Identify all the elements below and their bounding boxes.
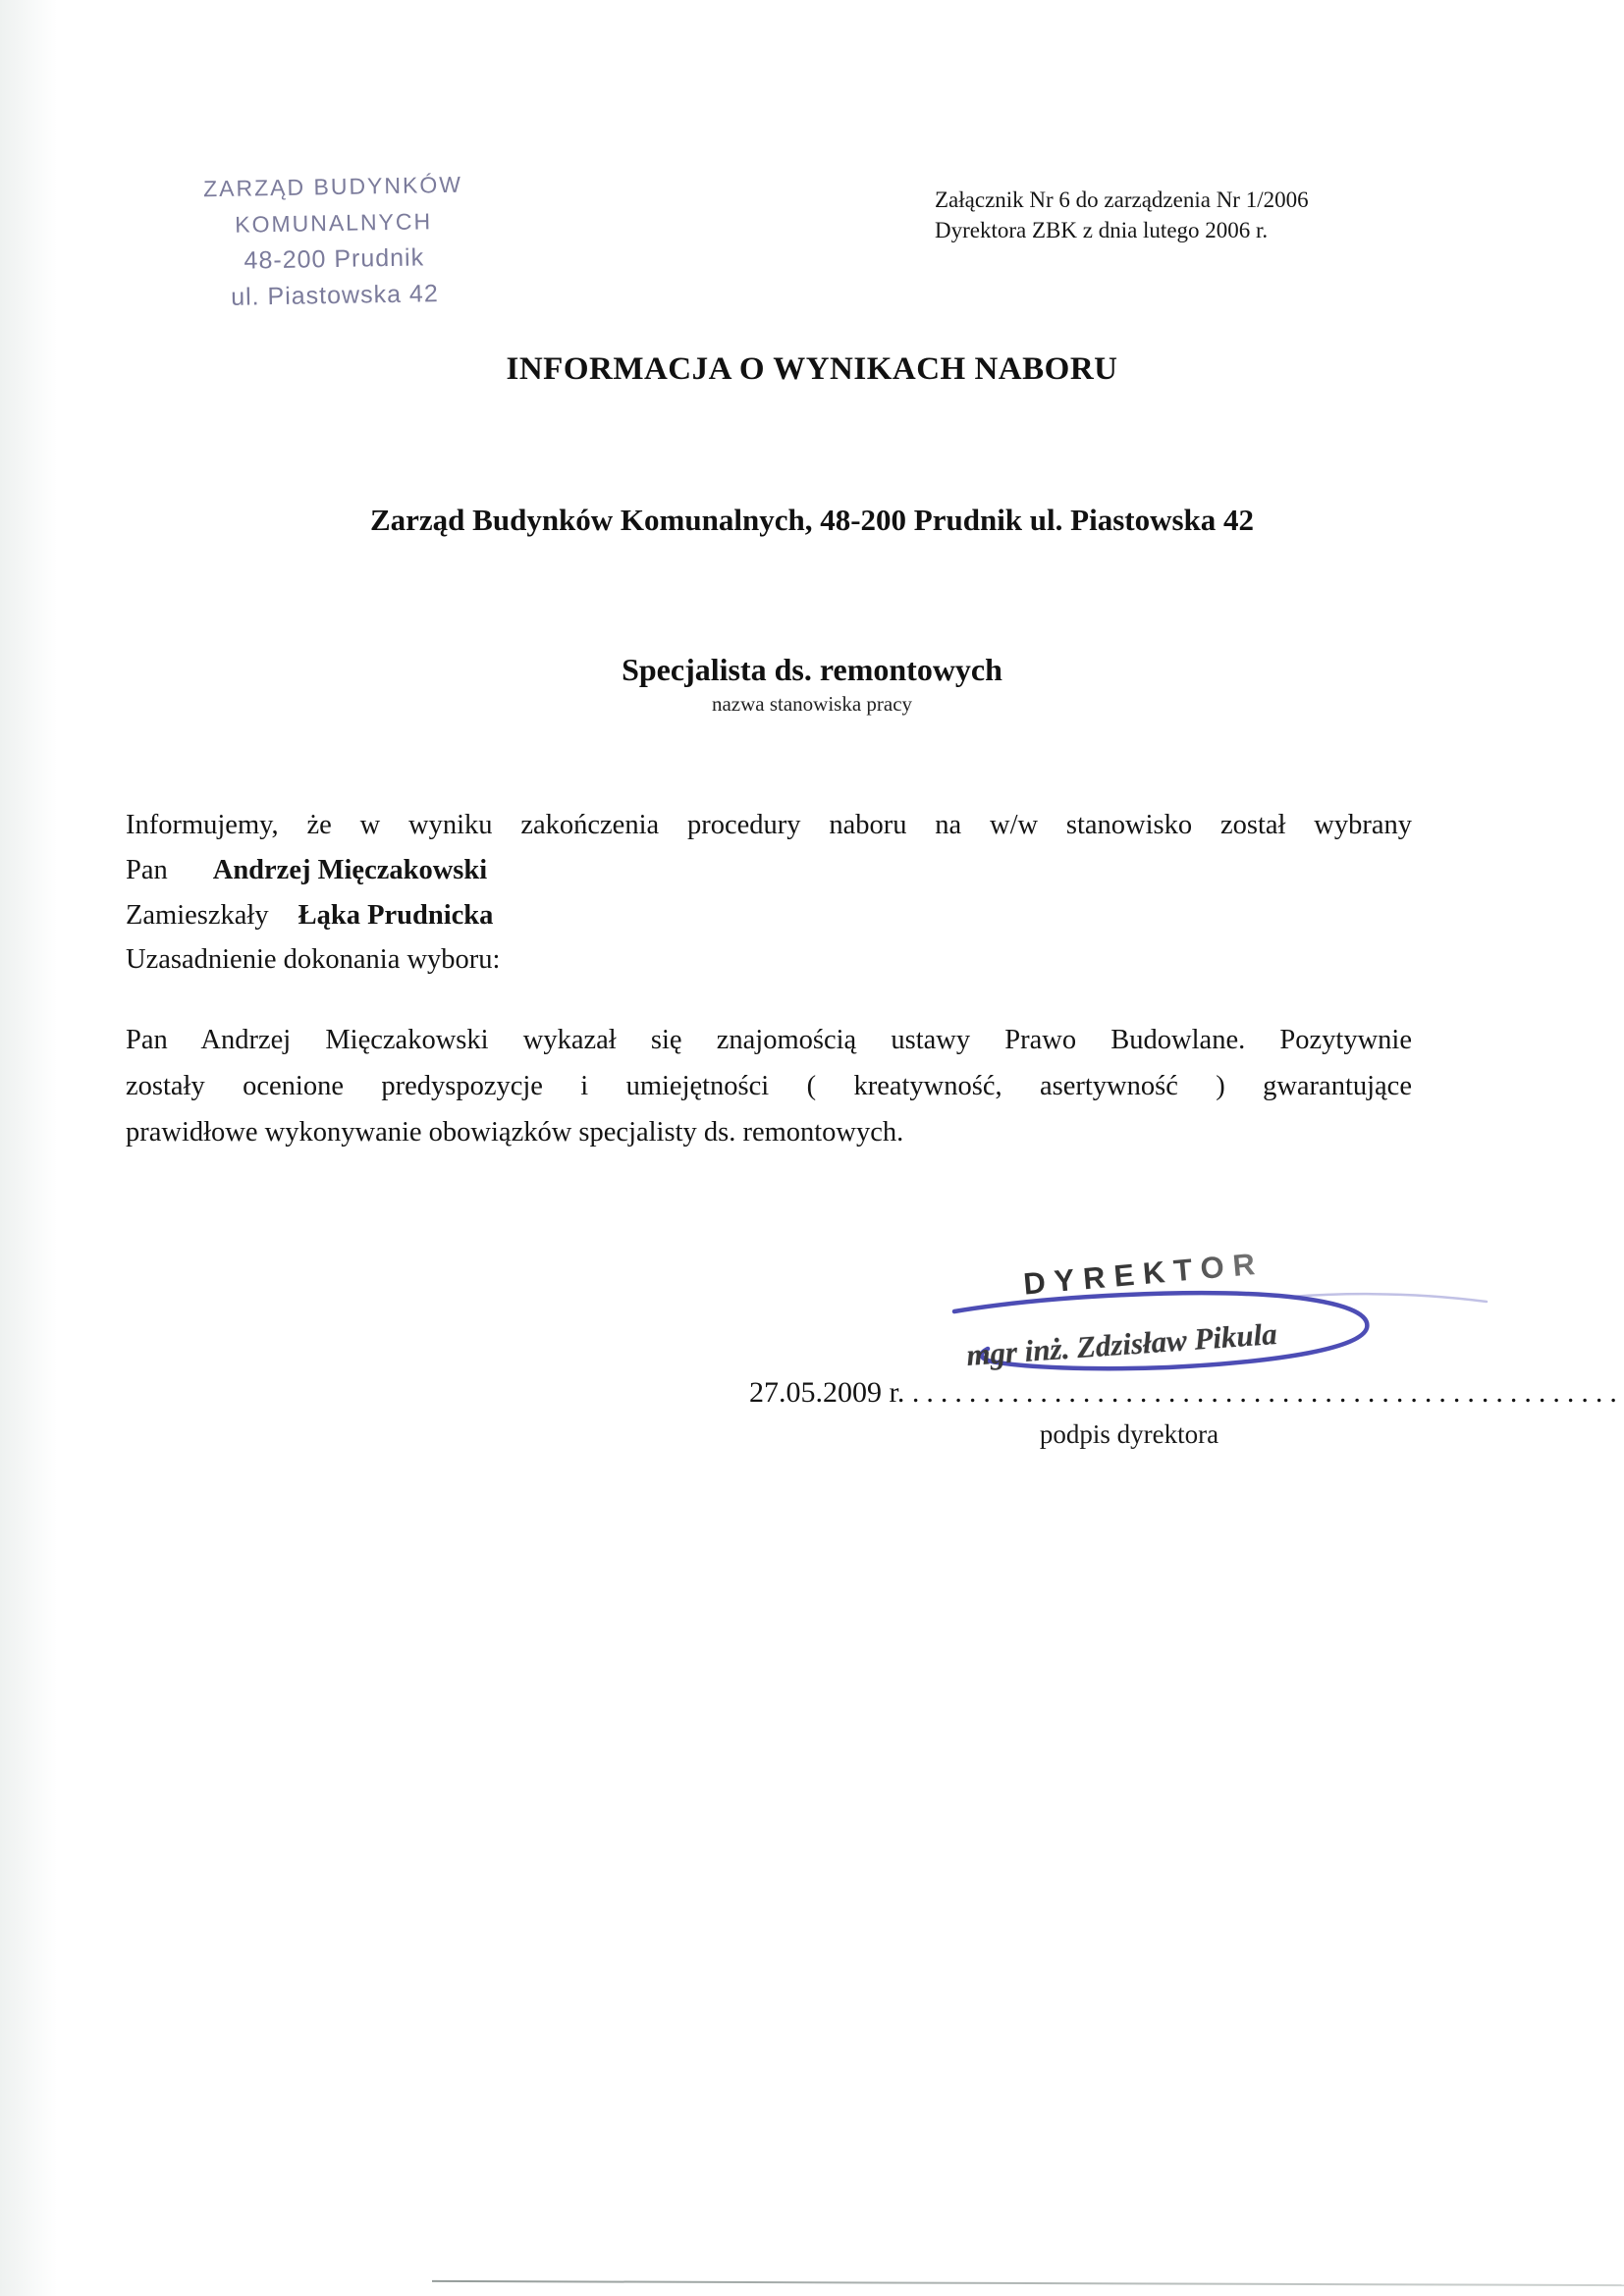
selected-person-line [126, 848, 1412, 893]
intro-paragraph [126, 803, 1412, 938]
attachment-note [935, 185, 1309, 245]
organization-stamp-street: ul. Piastowska 42 [230, 280, 439, 311]
justification-paragraph [126, 1017, 1412, 1155]
justification-line-2: zostały ocenione predyspozycje i umiejętności ( kreatywność, asertywność ) gwarantujące [126, 1071, 1412, 1101]
director-name-stamp: mgr inż. Zdzisław Pikula [965, 1315, 1278, 1373]
attachment-note-line2: Dyrektora ZBK z dnia lutego 2006 r. [935, 218, 1269, 242]
organization-stamp [136, 166, 532, 318]
selected-person-name: Andrzej Mięczakowski [212, 855, 488, 885]
position-caption: nazwa stanowiska pracy [711, 692, 913, 716]
residence-value: Łąka Prudnicka [298, 900, 494, 931]
director-title-stamp: DYREKTOR [1021, 1246, 1266, 1302]
justification-line-1: Pan Andrzej Mięczakowski wykazał się znajomością ustawy Prawo Budowlane. Pozytywnie [126, 1025, 1412, 1055]
signature-dotted-line: .................................................. [911, 1376, 1624, 1409]
position-name: Specjalista ds. remontowych [622, 652, 1002, 687]
document-title: INFORMACJA O WYNIKACH NABORU [506, 351, 1118, 387]
scan-artifact-paper-edge [432, 2280, 1624, 2286]
residence-label: Zamieszkały [126, 900, 269, 931]
justification-line-3: prawidłowe wykonywanie obowiązków specjalisty ds. remontowych. [126, 1117, 904, 1148]
scan-artifact-left-edge [0, 0, 57, 2296]
attachment-note-line1: Załącznik Nr 6 do zarządzenia Nr 1/2006 [935, 187, 1309, 212]
organization-stamp-postcode: 48-200 Prudnik [244, 243, 425, 275]
signature-caption: podpis dyrektora [1039, 1419, 1219, 1449]
selected-person-label: Pan [126, 855, 168, 885]
residence-line [126, 893, 1412, 938]
organization-line: Zarząd Budynków Komunalnych, 48-200 Prudnik ul. Piastowska 42 [369, 503, 1255, 537]
intro-line: Informujemy, że w wyniku zakończenia procedury naboru na w/w stanowisko został wybrany [126, 810, 1412, 840]
organization-stamp-name: ZARZĄD BUDYNKÓW KOMUNALNYCH [202, 171, 463, 238]
date-value: 27.05.2009 r. [749, 1376, 905, 1409]
date-and-signature-line [749, 1376, 1624, 1410]
justification-heading: Uzasadnienie dokonania wyboru: [126, 944, 501, 975]
position-block [0, 652, 1624, 717]
